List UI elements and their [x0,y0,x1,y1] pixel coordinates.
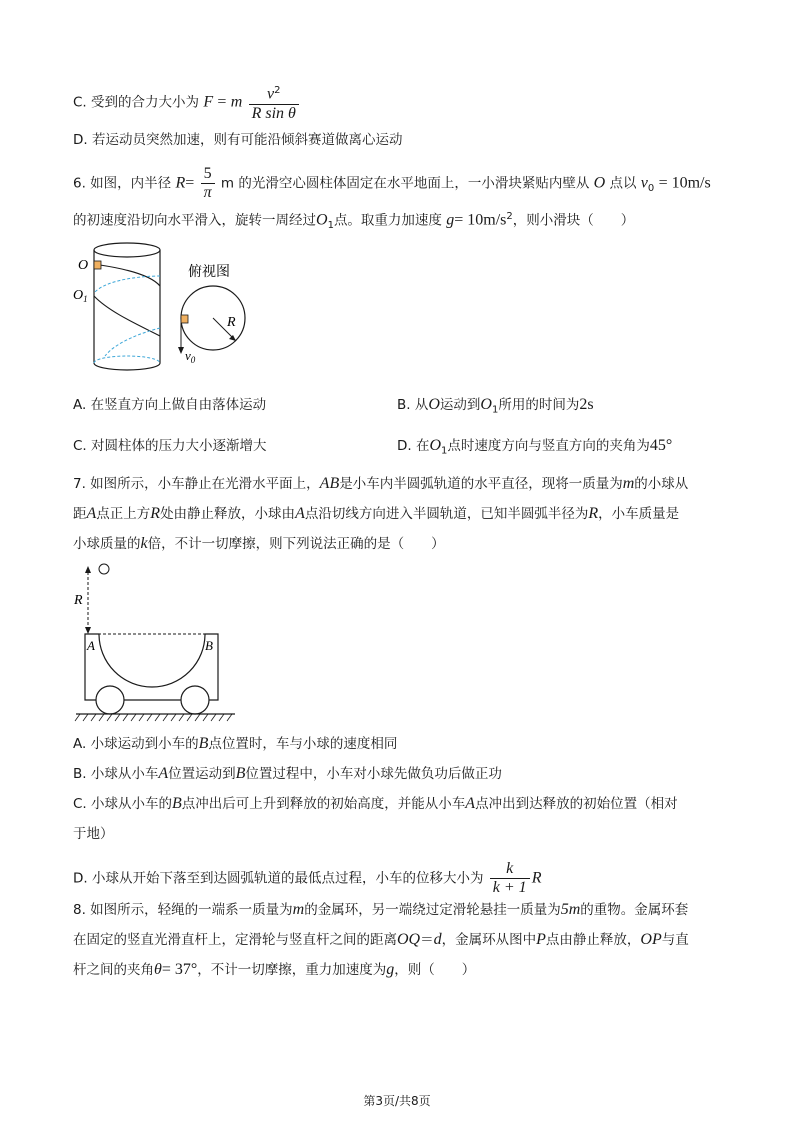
q8-stem-line3: 杆之间的夹角θ= 37°，不计一切摩擦，重力加速度为g，则（ ） [73,961,476,978]
q7-figure [70,560,250,725]
q6-option-a: A. 在竖直方向上做自由落体运动 [73,397,267,413]
page-footer: 第3页/共8页 [363,1094,431,1108]
ball [99,564,109,574]
height-arrow-bottom [85,627,91,634]
label-B: B [205,638,213,653]
q5-option-c: C. 受到的合力大小为 F = m $\frac{v^2}{\text{R sin θ}}$ [73,82,301,123]
cylinder-top [94,243,160,257]
force-symbol: F [203,93,214,111]
label-A: A [87,638,95,653]
q7-option-b: B. 小球从小车A位置运动到B位置过程中，小车对小球先做负功后做正功 [73,765,502,782]
left-wheel [96,686,124,714]
height-arrow-top [85,566,91,573]
helix-path-front-1 [100,265,160,286]
q8-stem-line2: 在固定的竖直光滑直杆上，定滑轮与竖直杆之间的距离OQ＝d，金属环从图中P点由静止释放，OP与直 [73,931,689,948]
radius-arrow [229,335,236,341]
q6-stem-line2: 的初速度沿切向水平滑入，旋转一周经过$O_1$点。取重力加速度 $g= 10m/s^2$，则小滑块（ ） [73,211,635,232]
q7-option-d: D. 小球从开始下落至到达圆弧轨道的最低点过程，小车的位移大小为 $\frac{k}{k + 1}$ R [73,860,542,896]
q6-option-d: D. 在$O_1$点时速度方向与竖直方向的夹角为45° [397,437,673,457]
top-view-label: 俯视图 [188,264,230,280]
slider-block [94,261,101,269]
q7-option-a: A. 小球运动到小车的B点位置时，车与小球的速度相同 [73,735,398,752]
q7-stem-line3: 小球质量的k倍，不计一切摩擦，则下列说法正确的是（ ） [73,535,445,552]
q6-stem-line1: 6. 如图，内半径 R= $\frac{5}{\pi}$ m 的光滑空心圆柱体固定在水平地面上，一小滑块紧贴内壁从 O 点以 $v_0 = 10m/s$ [73,165,711,201]
label-v0: $v_0$ [185,348,196,365]
q6-option-c: C. 对圆柱体的压力大小逐渐增大 [73,438,267,454]
ground-hatching [75,714,232,721]
q7-stem-line2: 距A点正上方R处由静止释放，小球由A点沿切线方向进入半圆轨道，已知半圆弧半径为R，小车质量是 [73,505,680,522]
q6-figure [70,238,260,388]
q5-option-d: D. 若运动员突然加速，则有可能沿倾斜赛道做离心运动 [73,132,403,148]
cylinder-bottom-hidden [94,356,160,363]
q8-stem-line1: 8. 如图所示，轻绳的一端系一质量为m的金属环，另一端绕过定滑轮悬挂一质量为5m的重物。金属环套 [73,901,689,918]
top-view-block [181,315,188,323]
right-wheel [181,686,209,714]
label-R: R [74,593,83,608]
helix-path-front-2 [94,296,160,336]
label-R: R [227,315,236,330]
velocity-arrow-head [178,347,184,354]
q7-option-c: C. 小球从小车的B点冲出后可上升到释放的初始高度，并能从小车A点冲出到达释放的初始位置（相对 [73,795,678,812]
label-O1: $O_1$ [73,288,88,304]
force-fraction: $\frac{v^2}{\text{R sin θ}}$ [249,82,299,123]
label-O: O [78,258,89,273]
cylinder-bottom [94,363,160,370]
q7-option-c-cont: 于地） [73,826,114,842]
q6-option-b: B. 从O运动到$O_1$所用的时间为2s [397,396,594,416]
q7-stem-line1: 7. 如图所示，小车静止在光滑水平面上，AB是小车内半圆弧轨道的水平直径，现将一质量为m的小球从 [73,475,689,492]
